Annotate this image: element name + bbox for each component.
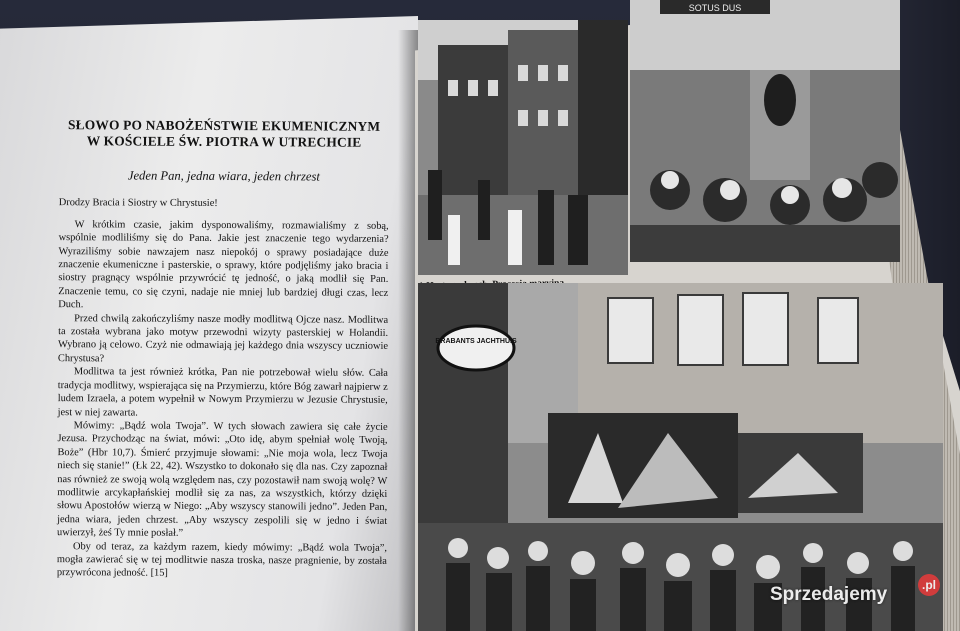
paragraph: Mówimy: „Bądź wola Twoja”. W tych słowach zawiera się całe życie Jezusa. Przychodząc na świat, mówi: „Oto idę, abym spełniał wolę Twoją, Boże” (Hbr 10,7). Śmierć przyjmuje słowami: „Nie moja wola, lecz Twoja niech się stanie!” (Łk 22, 42). Wszystko to dokonało się dla nas. Czy zapoznał nas również ze swoją wolą względem nas, czy pozostawił nam swoją wolę? W modlitwie arcykapłańskiej modlił się za nas, za wszystkich, którzy dzięki słowu Apostołów wierzą w Niego: „Aby wszyscy stanowili jedno”. Jeden Pan, jedna wiara, jeden chrzest. „Aby wszyscy zespolili się w jedno i świat uwierzył, żeś Ty mnie posłał.”	[57, 420, 388, 539]
chapter-heading-line-2: W KOŚCIELE ŚW. PIOTRA W UTRECHCIE	[86, 133, 362, 150]
greeting-line: Drodzy Bracia i Siostry w Chrystusie!	[58, 197, 218, 210]
photo-procession-banners	[418, 283, 943, 631]
paragraph: Przed chwilą zakończyliśmy nasze modły modlitwą Ojcze nasz. Modlitwa ta została wybrana jako motyw przewodni wizyty pasterskiej w Holandii. Wybrano ją celowo. Czyż nie odmawiają jej każdego dnia wszyscy uczniowie Chrystusa?	[57, 312, 389, 365]
paragraph: Oby od teraz, za każdym razem, kiedy mówimy: „Bądź wola Twoja”, mogła zawierać się w tej modlitwie nasza troska, nasze pragnienie, by została przywrócona jedność. [15]	[56, 540, 387, 580]
watermark-text: Sprzedajemy	[770, 584, 888, 605]
paragraph: W krótkim czasie, jakim dysponowaliśmy, rozmawialiśmy z sobą, wspólnie modliliśmy się do Pana. Jakie jest znaczenie tego wydarzenia? Wyraziliśmy sobie nawzajem nasz niepokój o sprawy posiadające duże znaczenie ekumeniczne i pasterskie, o sprawy, które podjęliśmy jako bracia i siostry pragnący wspólnie przywrócić tę jedność, o jaką modlił się Pan. Znaczenie temu, co się czyni, nadaje nie mniej lub bardziej długi czas, lecz Duch.	[58, 219, 389, 311]
chapter-heading-line-1: SŁOWO PO NABOŻEŃSTWIE EKUMENICZNYM	[68, 117, 381, 134]
left-page-text	[57, 117, 389, 582]
watermark-badge: .pl	[918, 574, 940, 596]
tavern-sign: BRABANTS JACHTHUIS	[435, 338, 517, 345]
chapter-subtitle: Jeden Pan, jedna wiara, jeden chrzest	[127, 168, 320, 184]
shop-sign: SOTUS DUS	[688, 3, 742, 13]
paragraph: Modlitwa ta jest również krótka, Pan nie potrzebował wielu słów. Cała tradycja modlitwy, wspierająca się na Przymierzu, które Bóg zawarł najpierw z ludem Izraela, a potem wypełnił w Nowym Przymierzu w Jezusie Chrystusie, jest w niej zawarta.	[57, 366, 388, 419]
photo-crowd-statue	[630, 0, 900, 262]
photo-street-procession	[418, 20, 628, 275]
